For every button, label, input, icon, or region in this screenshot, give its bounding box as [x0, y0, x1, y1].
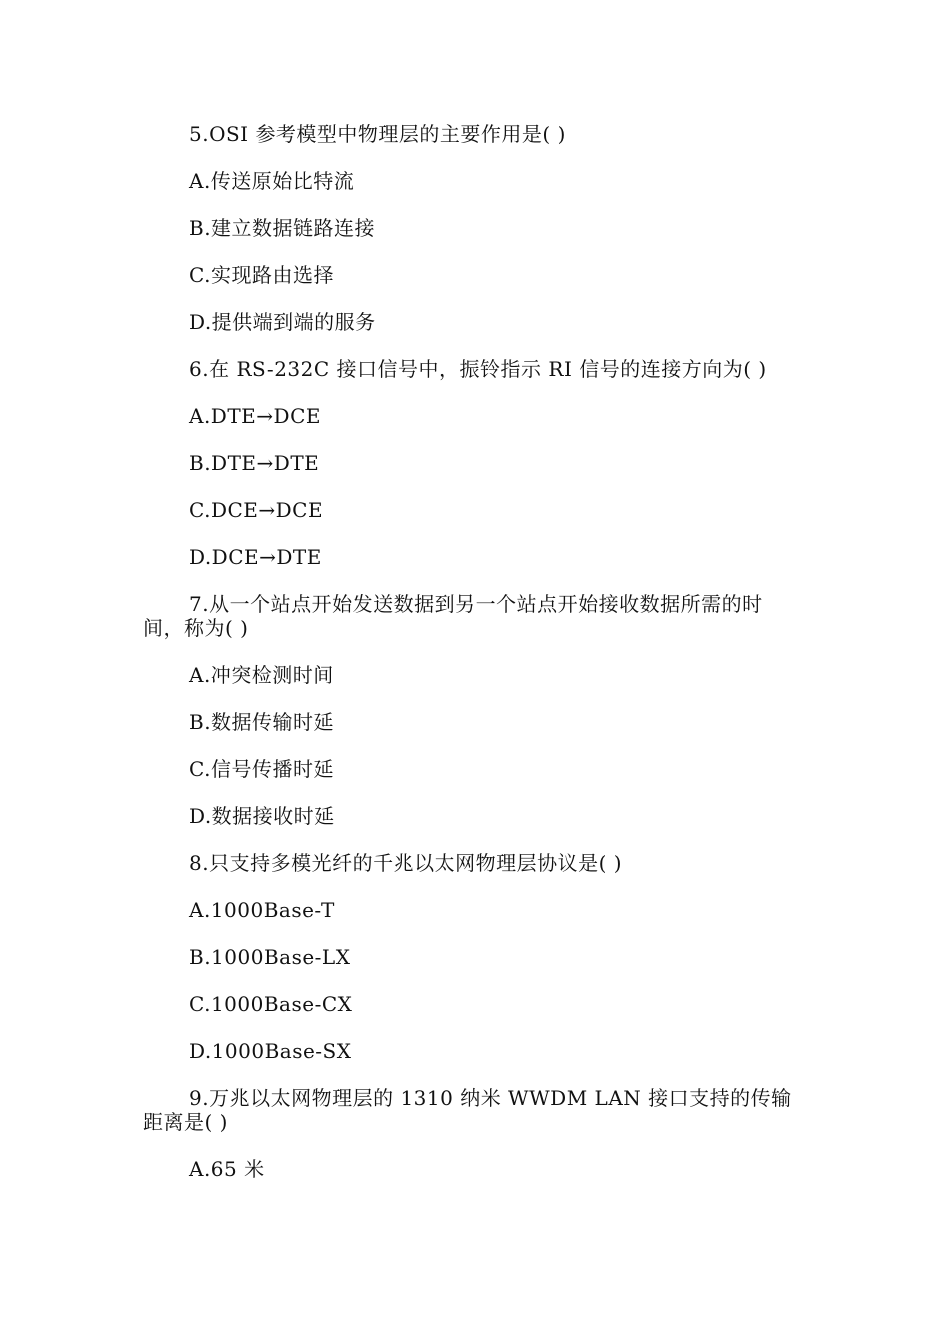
- option-6b: B.DTE→DTE: [189, 451, 320, 475]
- option-8a: A.1000Base-T: [189, 898, 335, 922]
- question-list: [143, 122, 793, 1204]
- option-8d: D.1000Base-SX: [189, 1039, 352, 1063]
- option-8b: B.1000Base-LX: [189, 945, 351, 969]
- option-5b: B.建立数据链路连接: [189, 216, 376, 240]
- option-6c: C.DCE→DCE: [189, 498, 324, 522]
- option-7c: C.信号传播时延: [189, 757, 334, 781]
- option-7a: A.冲突检测时间: [189, 663, 334, 687]
- question-stem-7: 7.从一个站点开始发送数据到另一个站点开始接收数据所需的时间，称为( ): [143, 592, 763, 640]
- option-5a: A.传送原始比特流: [189, 169, 355, 193]
- question-stem-5: 5.OSI 参考模型中物理层的主要作用是( ): [189, 122, 566, 146]
- option-9a: A.65 米: [189, 1157, 265, 1181]
- question-stem-9: 9.万兆以太网物理层的 1310 纳米 WWDM LAN 接口支持的传输距离是( ): [143, 1086, 792, 1134]
- option-6d: D.DCE→DTE: [189, 545, 322, 569]
- option-7b: B.数据传输时延: [189, 710, 335, 734]
- option-5c: C.实现路由选择: [189, 263, 334, 287]
- option-5d: D.提供端到端的服务: [189, 310, 376, 334]
- option-6a: A.DTE→DCE: [189, 404, 321, 428]
- option-8c: C.1000Base-CX: [189, 992, 353, 1016]
- option-7d: D.数据接收时延: [189, 804, 335, 828]
- question-stem-6: 6.在 RS-232C 接口信号中，振铃指示 RI 信号的连接方向为( ): [189, 357, 767, 381]
- question-stem-8: 8.只支持多模光纤的千兆以太网物理层协议是( ): [189, 851, 623, 875]
